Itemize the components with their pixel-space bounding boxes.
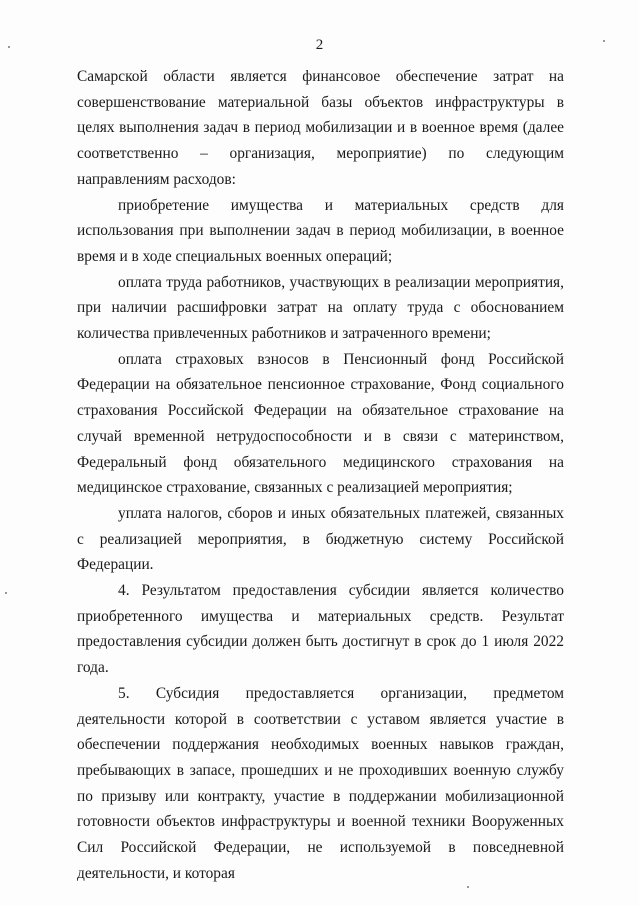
page-number: 2 [315, 37, 324, 53]
scan-speck [467, 886, 469, 888]
document-body [77, 64, 564, 887]
paragraph-expense-taxes: уплата налогов, сборов и иных обязательных платежей, связанных с реализацией мероприятия, в бюджетную систему Российской Федерации. [77, 504, 564, 574]
paragraph-expense-insurance: оплата страховых взносов в Пенсионный фонд Российской Федерации на обязательное пенсионное страхование, Фонд социального страхования Российской Федерации на обязательное страхование на случай временной нетрудоспособности и в связи с материнством, Федеральный фонд обязательного медицинского страхования на медицинское страхование, связанных с реализацией мероприятия; [77, 350, 564, 497]
paragraph-item-5-recipient: 5. Субсидия предоставляется организации, предметом деятельности которой в соответствии с уставом является участие в обеспечении поддержания необходимых военных навыков граждан, пребывающих в запасе, прошедших и не проходивших военную службу по призыву или контракту, участие в поддержании мобилизационной готовности объектов инфраструктуры и военной техники Вооруженных Сил Российской Федерации, не используемой в повседневной деятельности, и которая [77, 684, 564, 882]
scan-speck [8, 46, 10, 48]
paragraph-continuation: Самарской области является финансовое обеспечение затрат на совершенствование материальной базы объектов инфраструктуры в целях выполнения задач в период мобилизации и в военное время (далее соответственно – организация, мероприятие) по следующим направлениям расходов: [77, 68, 564, 188]
paragraph-item-4-result: 4. Результатом предоставления субсидии является количество приобретенного имущества и материальных средств. Результат предоставления субсидии должен быть достигнут в срок до 1 июля 2022 года. [77, 582, 564, 677]
scan-speck [5, 592, 7, 594]
paragraph-expense-labor: оплата труда работников, участвующих в реализации мероприятия, при наличии расшифровки затрат на оплату труда с обоснованием количества привлеченных работников и затраченного времени; [77, 273, 564, 343]
paragraph-expense-property: приобретение имущества и материальных средств для использования при выполнении задач в период мобилизации, в военное время и в ходе специальных военных операций; [77, 196, 564, 265]
scan-speck [603, 40, 605, 42]
